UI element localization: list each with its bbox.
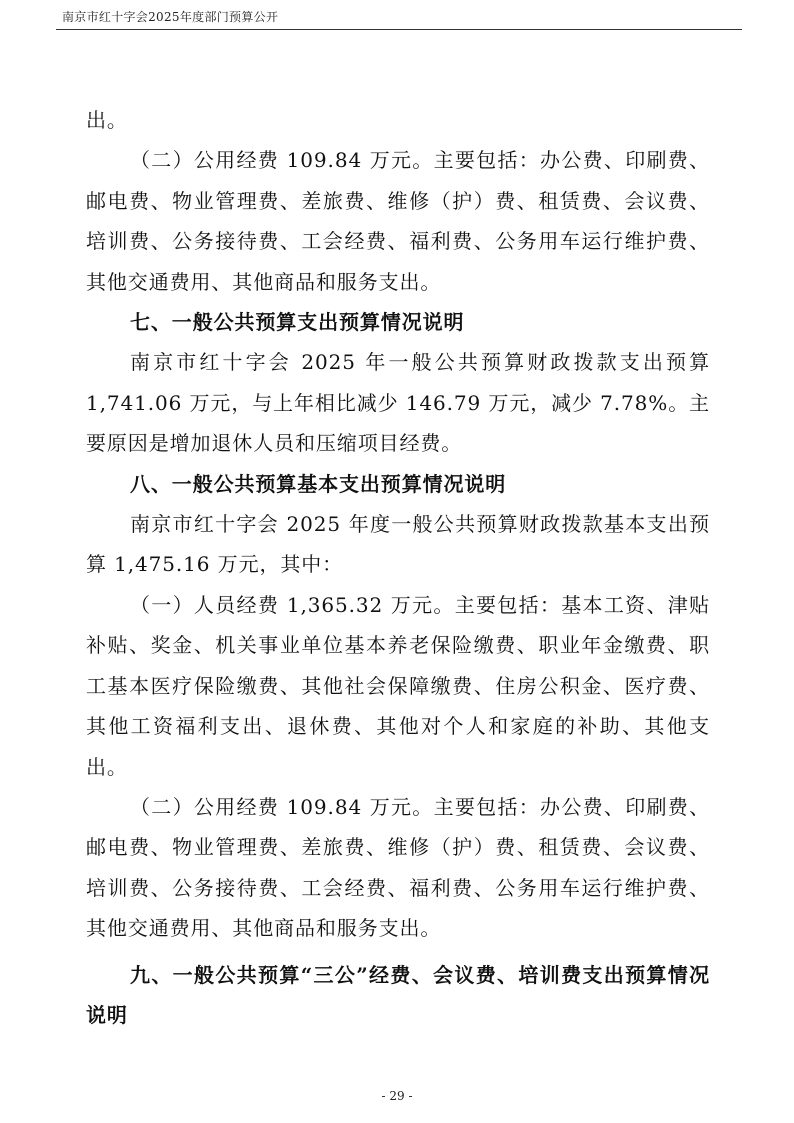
paragraph-continuation: 出。 [86,108,128,132]
paragraph-personnel-expenses: （一）人员经费 1,365.32 万元。主要包括：基本工资、津贴补贴、奖金、机关事业单位基本养老保险缴费、职业年金缴费、职工基本医疗保险缴费、其他社会保障缴费、住房公积金、医疗费、其他工资福利支出、退休费、其他对个人和家庭的补助、其他支出。 [86,592,710,779]
paragraph-basic-expenditure: 南京市红十字会 2025 年度一般公共预算财政拨款基本支出预算 1,475.16 万元，其中： [86,512,710,577]
section-heading-7: 七、一般公共预算支出预算情况说明 [130,310,465,335]
page-number: - 29 - [381,1089,413,1103]
header-rule [56,29,742,30]
paragraph-public-expenses-2: （二）公用经费 109.84 万元。主要包括：办公费、印刷费、邮电费、物业管理费、差旅费、维修（护）费、租赁费、会议费、培训费、公务接待费、工会经费、福利费、公务用车运行维护费、其他交通费用、其他商品和服务支出。 [86,794,710,941]
document-body [86,100,710,1035]
paragraph-general-budget-expenditure: 南京市红十字会 2025 年一般公共预算财政拨款支出预算1,741.06 万元，与上年相比减少 146.79 万元，减少 7.78%。主要原因是增加退休人员和压缩项目经费。 [86,350,711,456]
running-header: 南京市红十字会2025年度部门预算公开 [62,10,279,24]
section-heading-9: 九、一般公共预算“三公”经费、会议费、培训费支出预算情况说明 [86,962,710,1027]
paragraph-public-expenses-1: （二）公用经费 109.84 万元。主要包括：办公费、印刷费、邮电费、物业管理费、差旅费、维修（护）费、租赁费、会议费、培训费、公务接待费、工会经费、福利费、公务用车运行维护费、其他交通费用、其他商品和服务支出。 [86,148,710,294]
section-heading-8: 八、一般公共预算基本支出预算情况说明 [130,471,507,496]
